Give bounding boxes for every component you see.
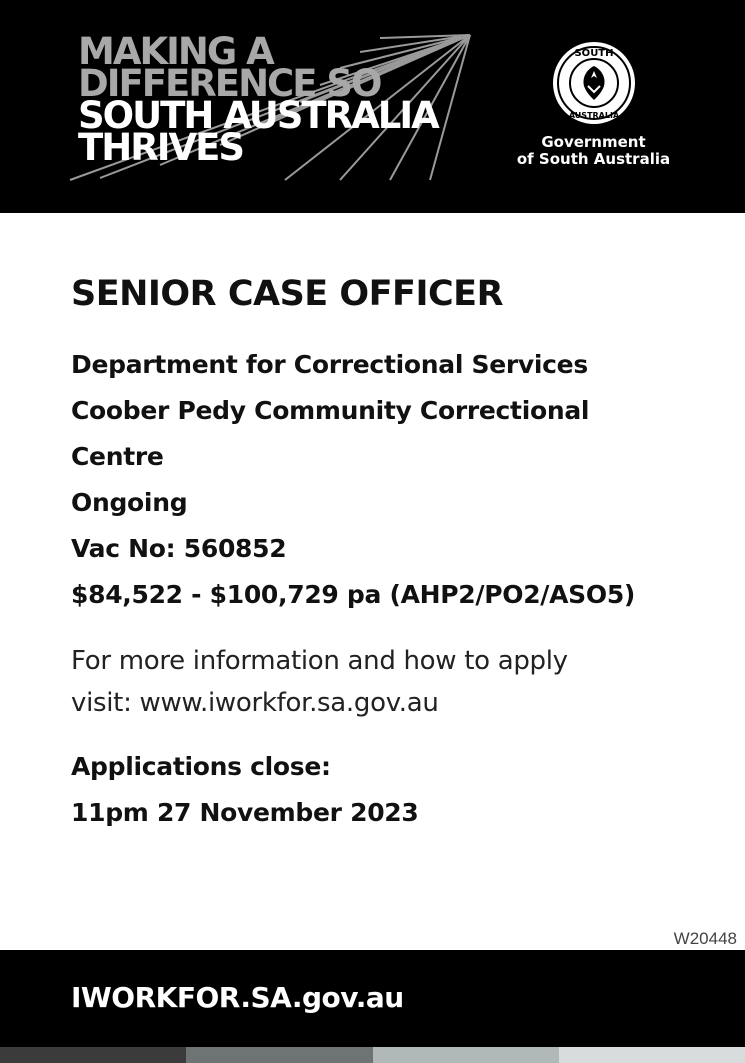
slogan xyxy=(78,30,438,169)
info-line-1: For more information and how to apply xyxy=(71,646,568,676)
job-title: SENIOR CASE OFFICER xyxy=(71,274,504,314)
government-wordmark xyxy=(506,134,681,168)
stripe-4 xyxy=(559,1047,745,1063)
stripe-3 xyxy=(373,1047,559,1063)
stripe-1 xyxy=(0,1047,186,1063)
more-info xyxy=(71,640,711,724)
piping-shrike-crest-icon xyxy=(551,40,637,126)
slogan-line-1: MAKING A xyxy=(78,30,273,73)
footer-banner xyxy=(0,950,745,1047)
location-line-1: Coober Pedy Community Correctional xyxy=(71,396,590,425)
footer-url: IWORKFOR.SA.gov.au xyxy=(71,981,404,1014)
svg-text:AUSTRALIA: AUSTRALIA xyxy=(568,111,619,120)
slogan-line-2: DIFFERENCE SO xyxy=(78,62,381,105)
gov-line-2: of South Australia xyxy=(516,150,671,168)
job-details xyxy=(71,342,711,618)
department: Department for Correctional Services xyxy=(71,350,588,379)
salary: $84,522 - $100,729 pa (AHP2/PO2/ASO5) xyxy=(71,580,636,609)
government-logo xyxy=(506,40,681,168)
applications-close xyxy=(71,744,711,836)
reference-code: W20448 xyxy=(673,929,737,948)
top-banner xyxy=(0,0,745,213)
close-date: 11pm 27 November 2023 xyxy=(71,798,419,827)
stripe-2 xyxy=(186,1047,372,1063)
tenure: Ongoing xyxy=(71,488,188,517)
slogan-line-3: SOUTH AUSTRALIA xyxy=(78,94,438,137)
location-line-2: Centre xyxy=(71,442,164,471)
svg-text:SOUTH: SOUTH xyxy=(573,48,614,59)
gov-line-1: Government xyxy=(541,133,646,151)
vacancy-number: Vac No: 560852 xyxy=(71,534,287,563)
job-ad-content xyxy=(71,272,711,836)
color-stripe-bar xyxy=(0,1047,745,1063)
slogan-line-4: THRIVES xyxy=(78,126,244,169)
info-line-2: visit: www.iworkfor.sa.gov.au xyxy=(71,688,439,718)
close-label: Applications close: xyxy=(71,752,331,781)
